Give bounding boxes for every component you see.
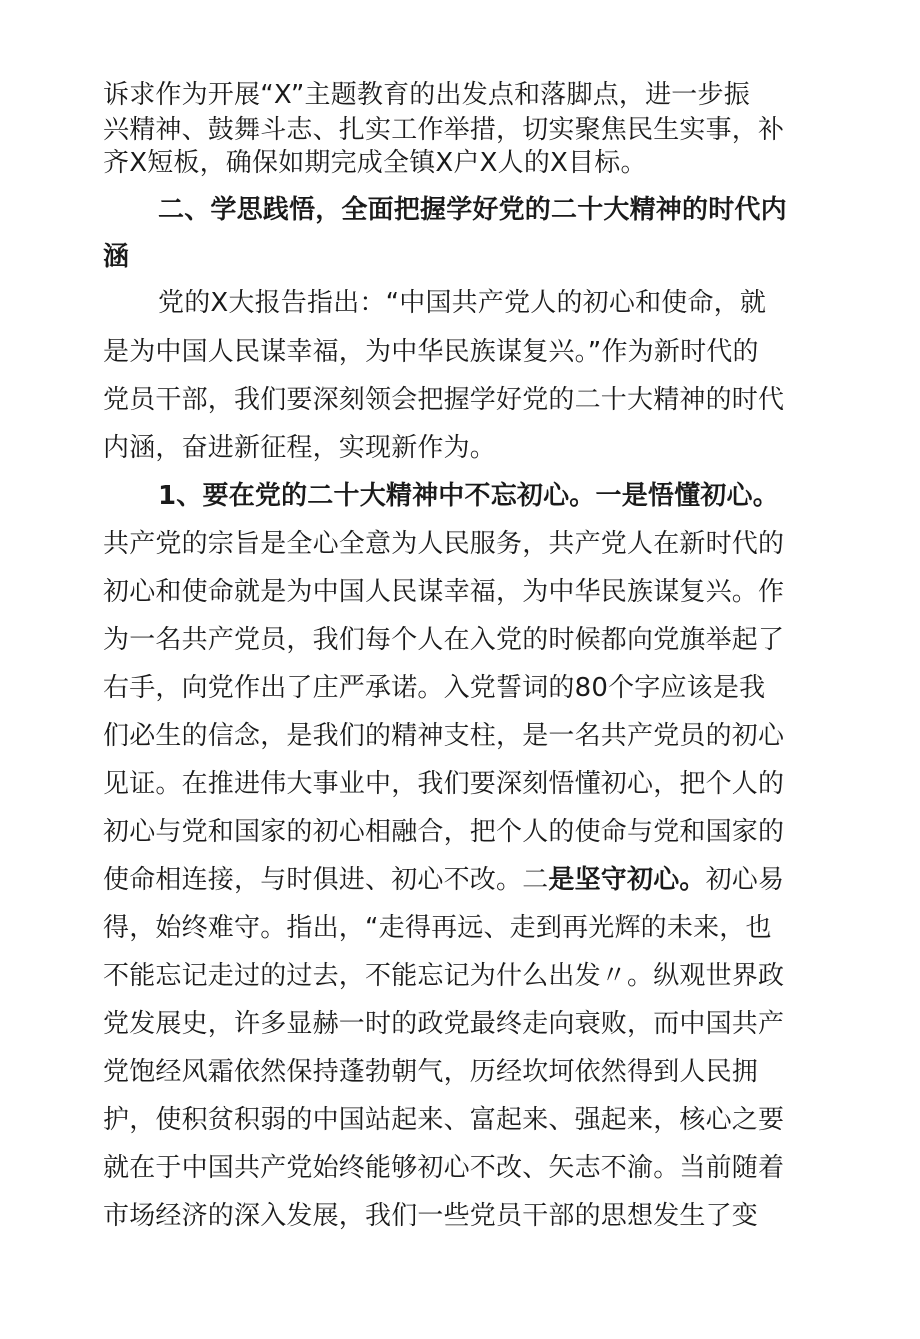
- text-segment: 党饱经风霜依然保持蓬勃朝气，历经坎坷依然得到人民拥: [103, 1057, 759, 1087]
- text-segment: 得，始终难守。指出，“走得再远、走到再光辉的未来，也: [103, 913, 772, 943]
- text-line: [103, 529, 784, 559]
- text-line: [103, 1201, 758, 1231]
- text-line: [103, 913, 772, 943]
- text-line: [103, 1105, 784, 1135]
- section-heading: [158, 195, 787, 225]
- text-line: [103, 577, 784, 607]
- text-line: [103, 1057, 758, 1087]
- text-line: [103, 80, 750, 110]
- text-line: [103, 625, 784, 655]
- text-segment: 兴精神、鼓舞斗志、扎实工作举措，切实聚焦民生实事，补: [103, 115, 785, 145]
- text-segment: 初心和使命就是为中国人民谋幸福，为中华民族谋复兴。作: [103, 577, 785, 607]
- text-segment: 使命相连接，与时俱进、初心不改。二: [103, 865, 549, 895]
- text-line: [103, 148, 647, 178]
- text-segment: 护，使积贫积弱的中国站起来、富起来、强起来，核心之要: [103, 1105, 785, 1135]
- text-line: [103, 865, 784, 895]
- text-segment: 为一名共产党员，我们每个人在入党的时候都向党旗举起了: [103, 625, 785, 655]
- text-segment: 初心与党和国家的初心相融合，把个人的使命与党和国家的: [103, 817, 785, 847]
- text-segment: 们必生的信念，是我们的精神支柱，是一名共产党员的初心: [103, 721, 785, 751]
- text-segment: 齐X短板，确保如期完成全镇X户X人的X目标。: [103, 148, 647, 178]
- bold-text-segment: 是坚守初心。: [548, 865, 706, 895]
- text-segment: 市场经济的深入发展，我们一些党员干部的思想发生了变: [103, 1201, 759, 1231]
- text-segment: 见证。在推进伟大事业中，我们要深刻悟懂初心，把个人的: [103, 769, 785, 799]
- text-line: [103, 721, 784, 751]
- text-line: [103, 337, 759, 367]
- text-segment: 不能忘记走过的过去，不能忘记为什么出发〃。纵观世界政: [103, 961, 785, 991]
- text-line: [103, 817, 784, 847]
- heading-text: 1、要在党的二十大精神中不忘初心。一是悟懂初心。: [158, 481, 779, 511]
- subsection-heading: [158, 481, 779, 511]
- text-line: [103, 673, 765, 703]
- text-line: [103, 769, 784, 799]
- text-segment: 右手，向党作出了庄严承诺。入党誓词的80个字应该是我: [103, 673, 766, 703]
- text-segment: 诉求作为开展“X”主题教育的出发点和落脚点，进一步振: [103, 80, 750, 110]
- text-segment: 初心易: [705, 865, 785, 895]
- text-segment: 党的X大报告指出：“中国共产党人的初心和使命，就: [158, 288, 767, 318]
- text-segment: 内涵，奋进新征程，实现新作为。: [103, 433, 497, 463]
- text-line: [103, 1153, 784, 1183]
- section-heading-continued: [103, 242, 129, 272]
- text-line: [103, 961, 784, 991]
- text-segment: 共产党的宗旨是全心全意为人民服务，共产党人在新时代的: [103, 529, 785, 559]
- text-line: [103, 433, 496, 463]
- text-segment: 党员干部，我们要深刻领会把握学好党的二十大精神的时代: [103, 385, 785, 415]
- text-segment: 党发展史，许多显赫一时的政党最终走向衰败，而中国共产: [103, 1009, 785, 1039]
- text-segment: 就在于中国共产党始终能够初心不改、矢志不渝。当前随着: [103, 1153, 785, 1183]
- heading-text: 涵: [103, 242, 130, 272]
- heading-text: 二、学思践悟，全面把握学好党的二十大精神的时代内: [158, 195, 787, 225]
- text-line: [103, 115, 784, 145]
- text-segment: 是为中国人民谋幸福，为中华民族谋复兴。”作为新时代的: [103, 337, 759, 367]
- text-line: [158, 288, 766, 318]
- text-line: [103, 385, 784, 415]
- text-line: [103, 1009, 784, 1039]
